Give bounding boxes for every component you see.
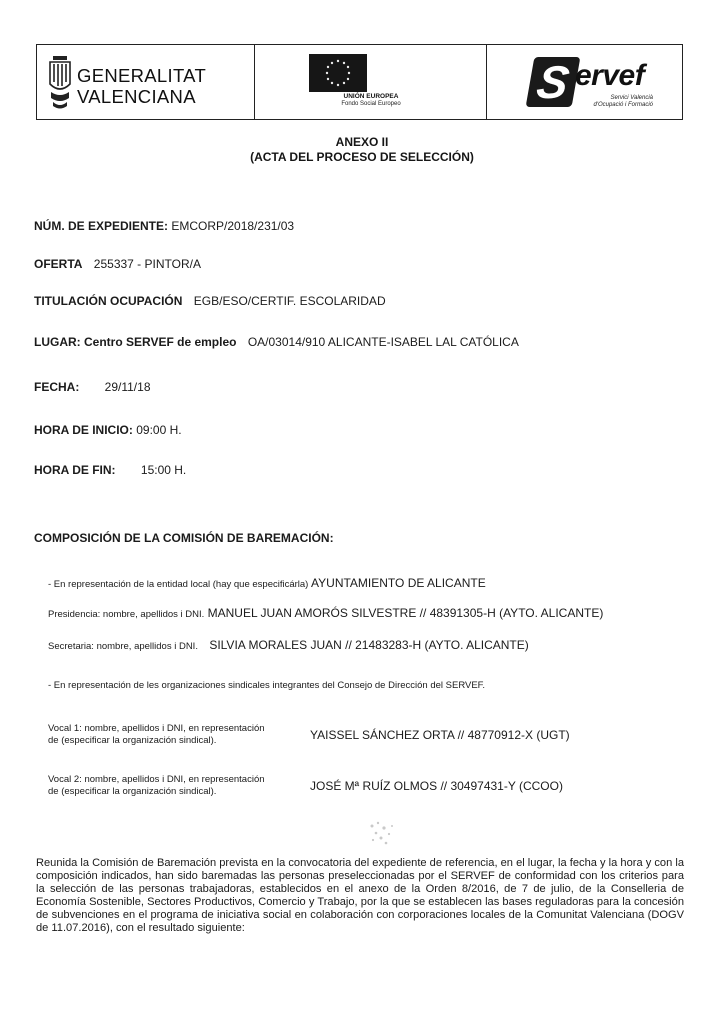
vocal-1-label <box>48 723 265 746</box>
secretaria-label: Secretaria: nombre, apellidos i DNI. <box>48 641 198 652</box>
vocal-2-label <box>48 774 265 797</box>
servef-subtitle-2: d'Ocupació i Formació <box>593 102 653 108</box>
fecha-row <box>34 380 151 394</box>
servef-wordmark: ervef <box>575 59 645 92</box>
secretaria-row <box>48 638 529 652</box>
entidad-row <box>48 576 486 590</box>
annex-subtitle: (ACTA DEL PROCESO DE SELECCIÓN) <box>250 150 474 164</box>
fecha-label: FECHA: <box>34 380 80 394</box>
vocal-2-label-line-1: Vocal 2: nombre, apellidos i DNI, en representación <box>48 774 265 785</box>
secretaria-value: SILVIA MORALES JUAN // 21483283-H (AYTO. ALICANTE) <box>209 638 529 652</box>
presidencia-label: Presidencia: nombre, apellidos i DNI. <box>48 609 205 620</box>
hora-fin-row <box>34 463 186 477</box>
stamp-mark-icon <box>364 818 398 848</box>
vocal-2-value: JOSÉ Mª RUÍZ OLMOS // 30497431-Y (CCOO) <box>310 779 563 793</box>
eu-caption-title: UNIÓN EUROPEA <box>343 93 399 100</box>
lugar-value: OA/03014/910 ALICANTE-ISABEL LAL CATÓLICA <box>247 335 519 349</box>
lugar-label: LUGAR: Centro SERVEF de empleo <box>34 335 237 349</box>
vocal-1-label-line-1: Vocal 1: nombre, apellidos i DNI, en representación <box>48 723 265 734</box>
generalitat-emblem-icon <box>47 54 73 112</box>
hora-fin-label: HORA DE FIN: <box>34 463 116 477</box>
titulacion-label: TITULACIÓN OCUPACIÓN <box>34 294 183 308</box>
eu-caption-subtitle: Fondo Social Europeo <box>341 101 401 107</box>
generalitat-line-2: VALENCIANA <box>77 86 196 107</box>
entidad-value: AYUNTAMIENTO DE ALICANTE <box>311 576 486 590</box>
hora-inicio-value: 09:00 H. <box>136 423 182 437</box>
hora-inicio-label: HORA DE INICIO: <box>34 423 133 437</box>
generalitat-wordmark <box>77 65 206 107</box>
eu-logo <box>255 45 487 119</box>
vocal-1-value: YAISSEL SÁNCHEZ ORTA // 48770912-X (UGT) <box>310 728 570 742</box>
eu-flag-icon <box>309 54 367 92</box>
annex-title: ANEXO II <box>335 135 389 149</box>
document-header <box>36 44 683 120</box>
oferta-label: OFERTA <box>34 257 83 271</box>
expediente-row <box>34 219 294 233</box>
presidencia-row <box>48 606 603 620</box>
generalitat-logo <box>37 45 255 119</box>
servef-logo <box>487 45 682 119</box>
vocal-1-label-line-2: de (especificar la organización sindical). <box>48 734 217 746</box>
presidencia-value: MANUEL JUAN AMORÓS SILVESTRE // 48391305-H (AYTO. ALICANTE) <box>207 606 604 620</box>
servef-subtitle-1: Servici Valencià <box>610 95 653 101</box>
sindicales-label: - En representación de les organizaciones sindicales integrantes del Consejo de Dirección del SERVEF. <box>48 680 486 691</box>
titulacion-value: EGB/ESO/CERTIF. ESCOLARIDAD <box>193 294 386 308</box>
oferta-value: 255337 - PINTOR/A <box>93 257 201 271</box>
servef-logo-letter: S <box>533 56 573 108</box>
fecha-value: 29/11/18 <box>104 380 151 394</box>
vocal-2-label-line-2: de (especificar la organización sindical). <box>48 785 217 797</box>
lugar-row <box>34 335 519 349</box>
hora-fin-value: 15:00 H. <box>140 463 187 477</box>
comision-heading: COMPOSICIÓN DE LA COMISIÓN DE BAREMACIÓN: <box>34 531 334 545</box>
oferta-row <box>34 257 201 271</box>
expediente-label: NÚM. DE EXPEDIENTE: <box>34 219 169 233</box>
expediente-value: EMCORP/2018/231/03 <box>171 219 295 233</box>
entidad-label: - En representación de la entidad local (hay que especificárla) <box>48 579 309 590</box>
resultado-paragraph: Reunida la Comisión de Baremación prevista en la convocatoria del expediente de referencia, en el lugar, la fecha y la hora y con la composición indicados, han sido baremadas las personas preseleccionadas por el SERVEF de conformidad con los criterios para la selección de las personas trabajadoras, establecidos en el anexo de la Orden 8/2016, de 7 de julio, de la Conselleria de Economía Sostenible, Sectores Productivos, Comercio y Trabajo, por la que se establecen las bases reguladoras para la concesión de subvenciones en el programa de iniciativa social en colaboración con corporaciones locales de la Comunitat Valenciana (DOGV de 11.07.2016), con el resultado siguiente: <box>36 857 684 934</box>
titulacion-row <box>34 294 386 308</box>
hora-inicio-row <box>34 423 182 437</box>
generalitat-line-1: GENERALITAT <box>77 65 207 86</box>
servef-logo-icon <box>526 57 581 107</box>
